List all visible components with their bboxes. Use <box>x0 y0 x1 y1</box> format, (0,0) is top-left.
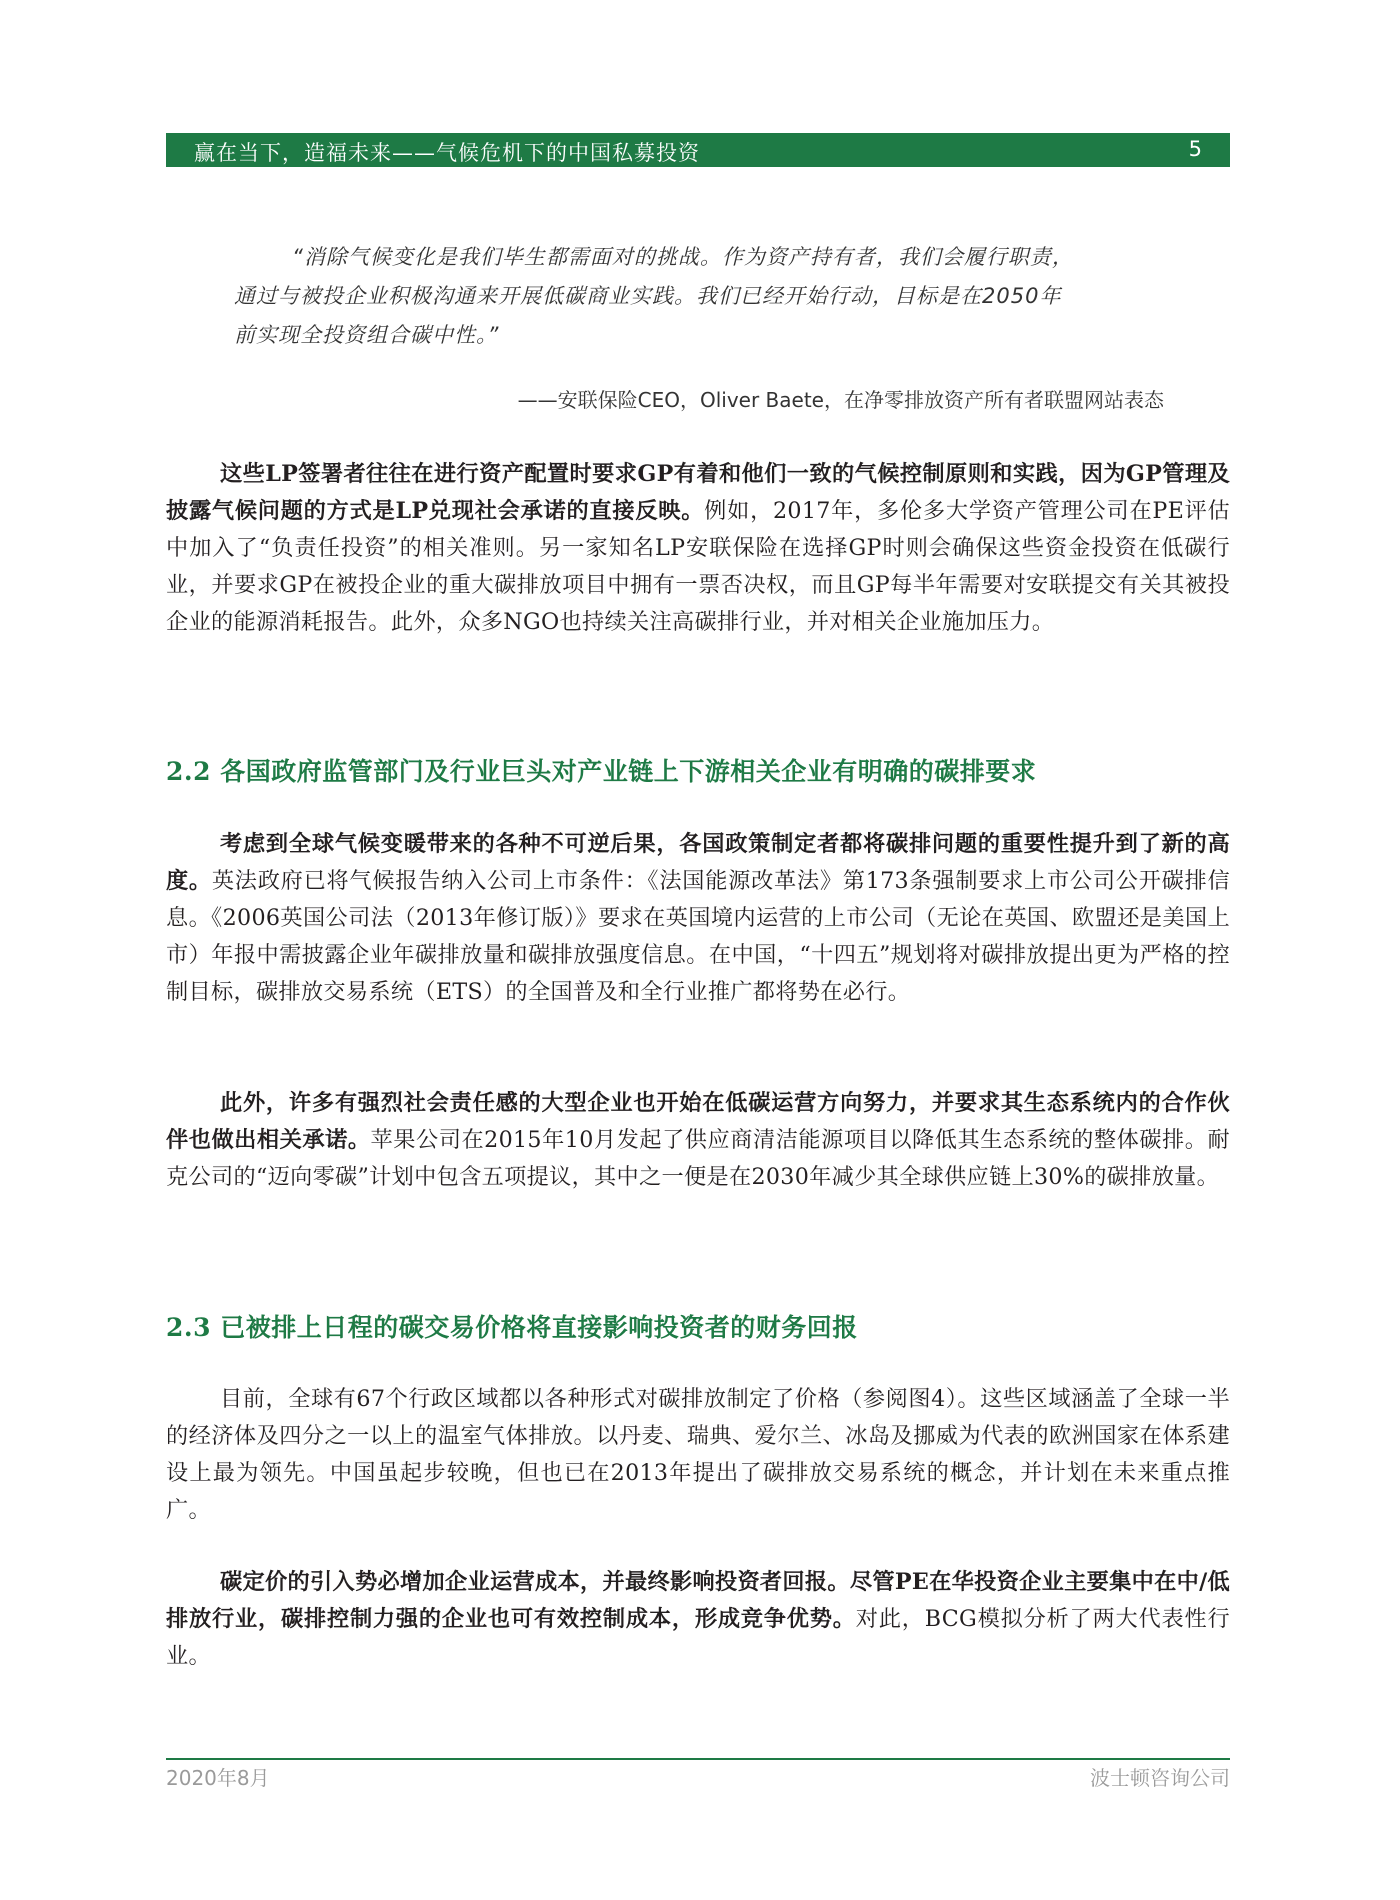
body-text: 苹果公司在2015年10月发起了供应商清洁能源项目以降低其生态系统的整体碳排。耐克公司的“迈向零碳”计划中包含五项提议，其中之一便是在2030年减少其全球供应链上30%的碳排放量。 <box>166 1127 1230 1190</box>
body-text: 对此，BCG模拟分析了两大代表性行业。 <box>166 1606 1230 1669</box>
body-text: 目前，全球有67个行政区域都以各种形式对碳排放制定了价格（参阅图4）。这些区域涵盖了全球一半的经济体及四分之一以上的温室气体排放。以丹麦、瑞典、爱尔兰、冰岛及挪威为代表的欧洲国家在体系建设上最为领先。中国虽起步较晚，但也已在2013年提出了碳排放交易系统的概念，并计划在未来重点推广。 <box>166 1386 1230 1523</box>
bold-lead: 此外，许多有强烈社会责任感的大型企业也开始在低碳运营方向努力，并要求其生态系统内的合作伙伴也做出相关承诺。 <box>166 1090 1230 1153</box>
body-text: 英法政府已将气候报告纳入公司上市条件：《法国能源改革法》第173条强制要求上市公司公开碳排信息。《2006英国公司法（2013年修订版）》要求在英国境内运营的上市公司（无论在英国、欧盟还是美国上市）年报中需披露企业年碳排放量和碳排放强度信息。在中国，“十四五”规划将对碳排放提出更为严格的控制目标，碳排放交易系统（ETS）的全国普及和全行业推广都将势在必行。 <box>166 868 1230 1005</box>
paragraph-investor-returns <box>166 1564 1230 1675</box>
paragraph-carbon-pricing <box>166 1381 1230 1529</box>
paragraph-government-regulation <box>166 826 1230 1011</box>
footer-date: 2020年8月 <box>166 1766 270 1790</box>
footer-divider <box>166 1758 1230 1760</box>
paragraph-corporate-commitments <box>166 1085 1230 1196</box>
section-heading-2-3: 2.3 已被排上日程的碳交易价格将直接影响投资者的财务回报 <box>166 1313 858 1342</box>
quote-line: 前实现全投资组合碳中性。” <box>234 323 500 347</box>
quote-line: 通过与被投企业积极沟通来开展低碳商业实践。我们已经开始行动，目标是在2050年 <box>234 284 1062 308</box>
pull-quote <box>234 238 1174 355</box>
page-number: 5 <box>1188 137 1202 161</box>
quote-attribution: ——安联保险CEO，Oliver Baete，在净零排放资产所有者联盟网站表态 <box>517 388 1164 412</box>
bold-lead: 考虑到全球气候变暖带来的各种不可逆后果，各国政策制定者都将碳排问题的重要性提升到了新的高度。 <box>166 831 1230 894</box>
body-text: 例如，2017年，多伦多大学资产管理公司在PE评估中加入了“负责任投资”的相关准则。另一家知名LP安联保险在选择GP时则会确保这些资金投资在低碳行业，并要求GP在被投企业的重大碳排放项目中拥有一票否决权，而且GP每半年需要对安联提交有关其被投企业的能源消耗报告。此外，众多NGO也持续关注高碳排行业，并对相关企业施加压力。 <box>166 498 1231 635</box>
footer-company: 波士顿咨询公司 <box>1090 1766 1230 1790</box>
page-header-bar <box>166 133 1230 167</box>
bold-lead: 碳定价的引入势必增加企业运营成本，并最终影响投资者回报。尽管PE在华投资企业主要集中在中/低排放行业，碳排控制力强的企业也可有效控制成本，形成竞争优势。 <box>166 1569 1230 1632</box>
quote-line: “消除气候变化是我们毕生都需面对的挑战。作为资产持有者，我们会履行职责， <box>292 245 1074 269</box>
bold-lead: 这些LP签署者往往在进行资产配置时要求GP有着和他们一致的气候控制原则和实践，因为GP管理及披露气候问题的方式是LP兑现社会承诺的直接反映。 <box>166 461 1230 524</box>
report-title: 赢在当下，造福未来——气候危机下的中国私募投资 <box>194 141 700 165</box>
section-heading-2-2: 2.2 各国政府监管部门及行业巨头对产业链上下游相关企业有明确的碳排要求 <box>166 757 1037 786</box>
paragraph-lp-signatories <box>166 456 1230 641</box>
